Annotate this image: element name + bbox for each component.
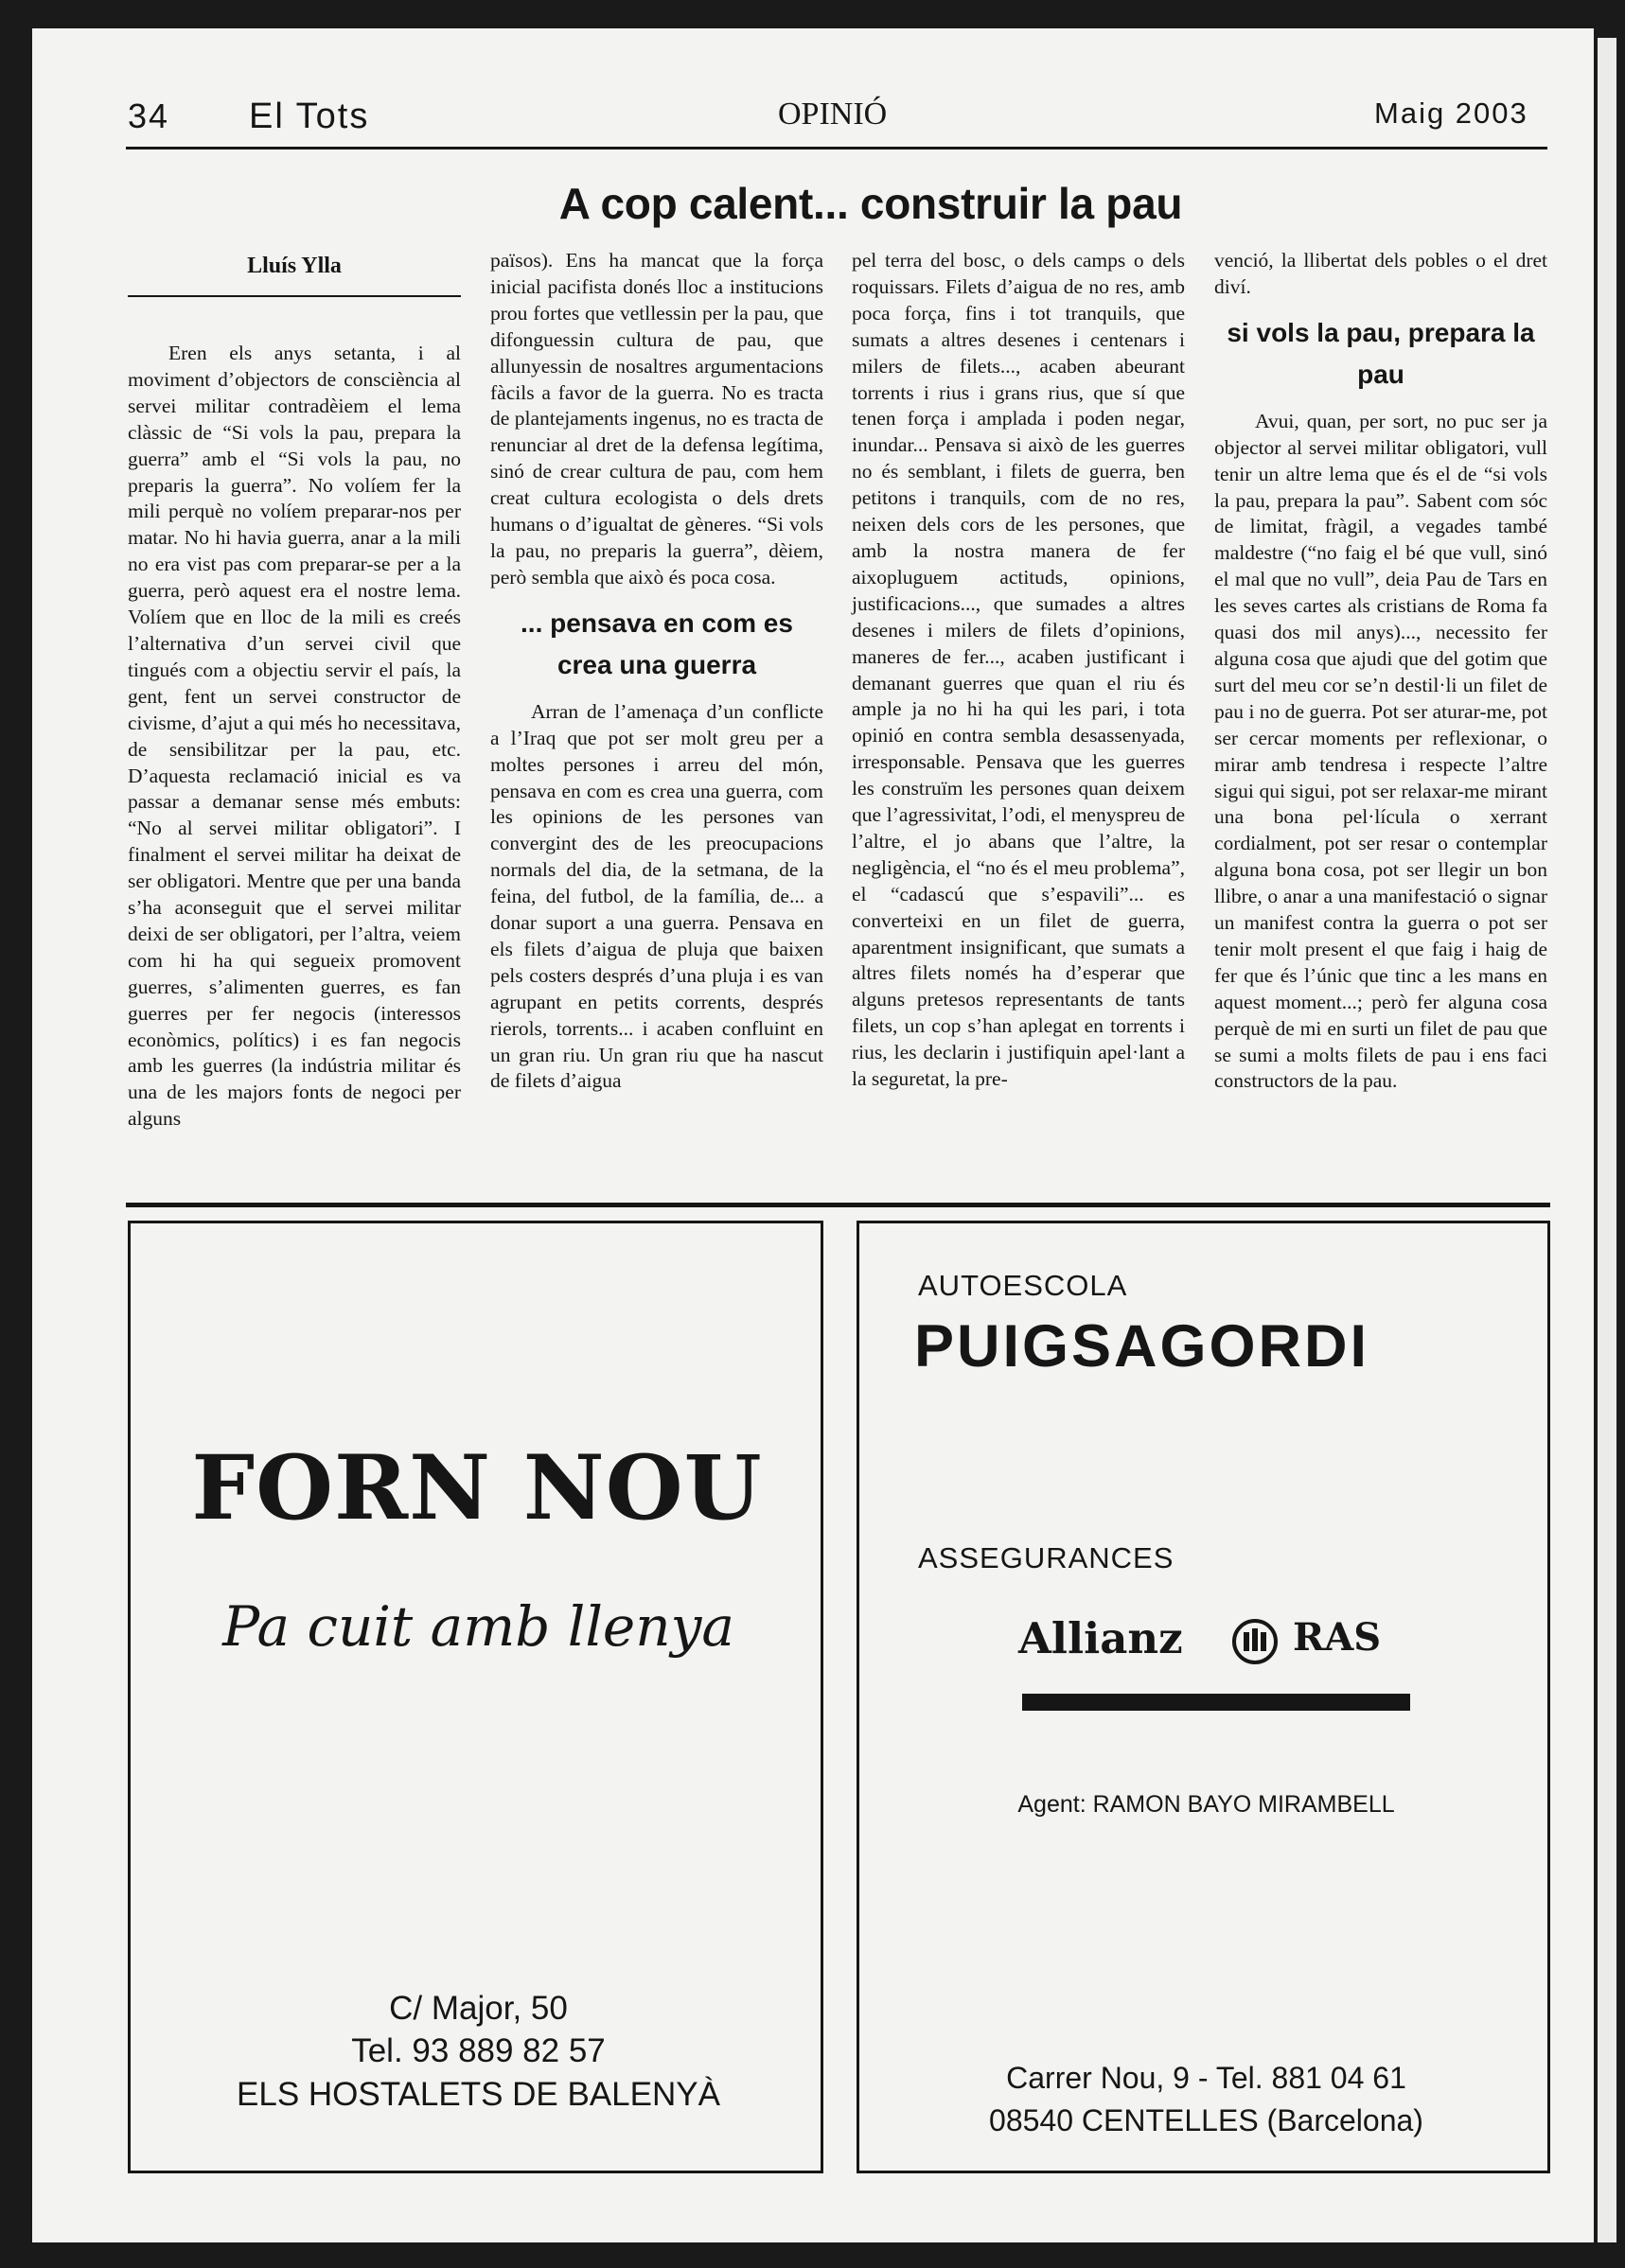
driving-school-address: Carrer Nou, 9 - Tel. 881 04 61	[1006, 2061, 1406, 2095]
section-name: OPINIÓ	[778, 97, 888, 132]
driving-school-advertisement	[857, 1221, 1550, 2173]
article-subhead: ... pensava en com es crea una guerra	[521, 607, 793, 679]
article-column-1	[128, 248, 461, 1133]
insurance-label: ASSEGURANCES	[918, 1541, 1175, 1574]
article-headline: A cop calent... construir la pau	[558, 179, 1183, 228]
author-rule	[128, 295, 461, 297]
driving-school-label: AUTOESCOLA	[918, 1269, 1128, 1302]
header-rule	[126, 147, 1547, 149]
logo-underline-bar	[1022, 1694, 1410, 1711]
bakery-name: FORN NOU	[191, 1436, 763, 1540]
ras-logo: RAS	[1293, 1615, 1382, 1660]
article-author: Lluís Ylla	[247, 254, 342, 278]
section-divider	[126, 1203, 1550, 1207]
bakery-town: ELS HOSTALETS DE BALENYÀ	[237, 2076, 720, 2113]
page-number: 34	[128, 97, 170, 135]
bakery-phone: Tel. 93 889 82 57	[351, 2032, 606, 2069]
article-paragraph: països). Ens ha mancat que la força inicial pacifista donés lloc a institucions prou fortes que vetllessin per la pau, que difonguessin cultura de pau, que allunyessin de nosaltres argumentacions fàcils a favor de la guerra. No es tracta de plantejaments ingenus, no es tracta de renunciar al dret de la defensa legítima, sinó de crear cultura de pau, com hem creat cultura ecologista o dels drets humans o d’igualtat de gèneres. “Si vols la pau, no preparis la guerra”, dèiem, però sembla que això és poca cosa.	[490, 249, 823, 589]
article-column-4	[1214, 248, 1547, 1095]
bakery-advertisement	[128, 1221, 823, 2173]
article-column-2	[490, 248, 823, 1095]
allianz-logo: Allianz	[1018, 1613, 1183, 1663]
article-subhead: si vols la pau, prepara la pau	[1227, 317, 1535, 389]
next-page-edge	[1598, 38, 1616, 2242]
article-paragraph: venció, la llibertat dels pobles o el dret diví.	[1214, 249, 1547, 298]
article-paragraph: Arran de l’amenaça d’un conflicte a l’Iraq que pot ser molt greu per a moltes persones i arreu del món, pensava en com es crea una guerra, com les opinions de les persones van convergint des de les preocupacions normals del dia, de la setmana, de la feina, del futbol, de la família, de... a donar suport a una guerra. Pensava en els filets d’aigua de pluja que baixen pels costers després d’una pluja i es van agrupant en petits corrents, després rierols, torrents... i acaben confluint en un gran riu. Un gran riu que ha nascut de filets d’aigua	[490, 699, 823, 1093]
issue-date: Maig 2003	[1374, 97, 1528, 130]
driving-school-city: 08540 CENTELLES (Barcelona)	[989, 2103, 1423, 2137]
bakery-slogan: Pa cuit amb llenya	[222, 1594, 734, 1659]
article-paragraph: pel terra del bosc, o dels camps o dels roquissars. Filets d’aigua de no res, amb poca força, fins i tot tranquils, que sumats a altres desenes i centenars i milers de filets..., acaben abeurant torrents i rius i grans rius, que sí que tenen força i amplada i poden negar, inundar... Pensava si això de les guerres no és semblant, i filets de guerra, ben petitons i tranquils, com de no res, neixen dels cors de les persones, que amb la nostra manera de fer aixopluguem actituds, opinions, justificacions..., que sumades a altres desenes i milers de filets d’opinions, maneres de fer..., acaben justificant i demanant guerres que quan el riu és ample ja no hi ha qui les pari, i tota opinió en contra sembla desassenyada, irresponsable. Pensava que les guerres les construïm les persones quan deixem que l’agressivitat, l’odi, el menyspreu de l’altre, el jo abans que l’altre, la negligència, el “no és el meu problema”, el “cadascú que s’espavili”... es converteixi en un filet de guerra, aparentment insignificant, que sumats a altres filets només ha d’esperar que alguns pretesos representants de tants filets, un cop s’han aplegat en torrents i rius, les declarin i justifiquin apel·lant a la seguretat, la pre-	[852, 249, 1185, 1091]
article-column-3	[852, 248, 1185, 1093]
insurance-agent: Agent: RAMON BAYO MIRAMBELL	[1017, 1791, 1395, 1818]
article-paragraph: Eren els anys setanta, i al moviment d’objectors de consciència al servei militar contradèiem el lema clàssic de “Si vols la pau, prepara la guerra” amb el “Si vols la pau, no preparis la guerra”. No volíem fer la mili perquè no volíem preparar-nos per matar. No hi havia guerra, anar a la mili no era vist pas com preparar-se per a la guerra, però aquest era el nostre lema. Volíem que en lloc de la mili es creés l’alternativa d’un servei civil que tingués com a objectiu servir el país, la gent, fent un servei constructor de civisme, d’ajut a qui més ho necessitava, de sensibilitzar per la pau, etc. D’aquesta reclamació inicial es va passar a demanar sense més embuts: “No al servei militar obligatori”. I finalment el servei militar ha deixat de ser obligatori. Mentre que per una banda s’ha aconseguit que el servei militar deixi de ser obligatori, per l’altra, veiem com hi ha qui segueix promovent guerres, s’alimenten guerres, es fan guerres per fer negocis (interessos econòmics, polítics) i es fan negocis amb les guerres (la indústria militar és una de les majors fonts de negoci per alguns	[128, 342, 461, 1131]
allianz-eagle-icon	[1230, 1617, 1280, 1666]
bakery-street: C/ Major, 50	[389, 1990, 568, 2027]
article-paragraph: Avui, quan, per sort, no puc ser ja objector al servei militar obligatori, vull tenir un altre lema que és el de “si vols la pau, prepara la pau”. Sabent com sóc de limitat, fràgil, a vegades també maldestre (“no faig el bé que vull, sinó el mal que no vull”, deia Pau de Tars en les seves cartes als cristians de Roma fa quasi dos mil anys)..., necessito fer alguna cosa que ajudi que del gotim que surt del meu cor se’n destil·li un filet de pau i no de guerra. Pot ser aturar-me, pot ser cercar moments per reflexionar, o mirar amb tendresa i respecte l’altre sigui qui sigui, pot ser relaxar-me mirant una bona pel·lícula o xerrant cordialment, pot ser resar o contemplar alguna bona cosa, pot ser llegir un bon llibre, o anar a una manifestació o signar un manifest contra la guerra o pot ser tenir molt present el que faig i haig de fer que és l’únic que tinc a les mans en aquest moment...; però fer alguna cosa perquè de mi en surti un filet de pau que se sumi a molts filets de pau i ens faci constructors de la pau.	[1214, 409, 1547, 1093]
driving-school-name: PUIGSAGORDI	[914, 1313, 1370, 1380]
publication-name: El Tots	[249, 97, 370, 136]
